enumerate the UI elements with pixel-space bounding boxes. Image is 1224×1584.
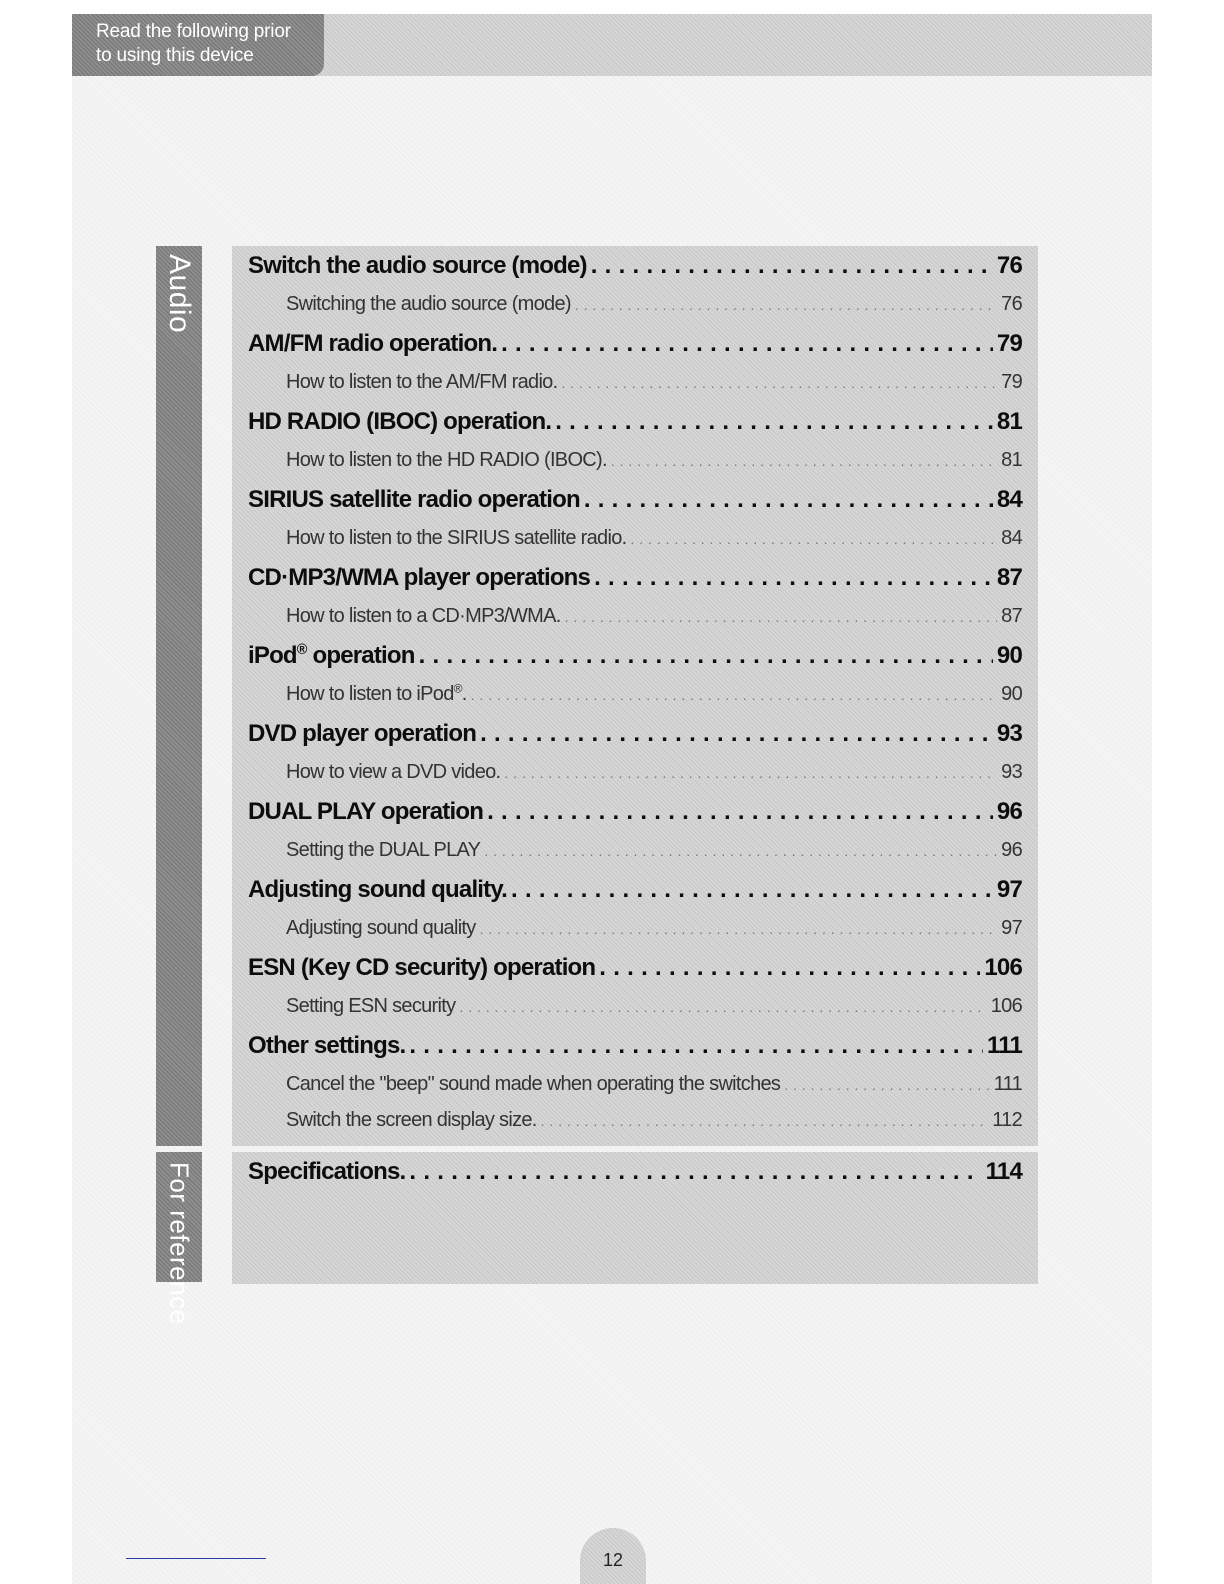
toc-subentry-page: 87 xyxy=(1001,605,1022,627)
dot-leader xyxy=(591,246,993,286)
toc-subentry[interactable] xyxy=(232,1102,1038,1138)
toc-entry[interactable] xyxy=(232,948,1038,988)
toc-subentry-title: Setting the DUAL PLAY xyxy=(286,839,481,861)
toc-entry-title: Specifications. xyxy=(248,1158,406,1185)
dot-leader xyxy=(419,636,993,676)
header-line-1: Read the following prior xyxy=(96,21,291,42)
toc-entry-page: 114 xyxy=(985,1158,1022,1185)
toc-entry-page: 97 xyxy=(996,876,1022,903)
dot-leader xyxy=(501,324,993,364)
toc-entry-title: Switch the audio source (mode) xyxy=(248,252,587,279)
dot-leader xyxy=(630,521,997,557)
dot-leader xyxy=(784,1067,989,1102)
toc-entry-title: Other settings. xyxy=(248,1032,406,1059)
toc-entry-page: 96 xyxy=(996,798,1022,825)
section-tab-reference[interactable] xyxy=(156,1152,202,1325)
toc-entry[interactable] xyxy=(232,870,1038,910)
toc-subentry-page: 84 xyxy=(1001,527,1022,549)
toc-entry-page: 84 xyxy=(996,486,1022,513)
dot-leader xyxy=(409,1026,983,1066)
toc-subentry-title: How to listen to iPod®. xyxy=(286,681,467,705)
toc-subentry-page: 96 xyxy=(1001,839,1022,861)
toc-subentry-page: 112 xyxy=(992,1109,1022,1131)
toc-entry[interactable] xyxy=(232,246,1038,286)
toc-reference-panel xyxy=(232,1152,1038,1284)
toc-entry-title: HD RADIO (IBOC) operation. xyxy=(248,408,552,435)
dot-leader xyxy=(409,1152,981,1192)
toc-subentry-title: Switch the screen display size. xyxy=(286,1109,537,1131)
toc-subentry[interactable] xyxy=(232,520,1038,558)
toc-entry-page: 76 xyxy=(996,252,1022,279)
toc-subentry-page: 79 xyxy=(1001,371,1022,393)
toc-subentry-title: How to listen to the HD RADIO (IBOC). xyxy=(286,449,607,471)
toc-entry[interactable] xyxy=(232,714,1038,754)
toc-subentry-title: How to view a DVD video. xyxy=(286,761,501,783)
toc-subentry-page: 76 xyxy=(1001,293,1022,315)
dot-leader xyxy=(594,558,993,598)
toc-subentry-title: How to listen to the AM/FM radio. xyxy=(286,371,558,393)
dot-leader xyxy=(575,287,997,323)
toc-entry-title: CD·MP3/WMA player operations xyxy=(248,564,591,591)
toc-entry-page: 106 xyxy=(984,954,1022,981)
toc-subentry[interactable] xyxy=(232,910,1038,948)
page-number: 12 xyxy=(602,1549,624,1570)
toc-entry-page: 79 xyxy=(996,330,1022,357)
dot-leader xyxy=(484,833,997,869)
toc-subentry[interactable] xyxy=(232,286,1038,324)
toc-entry-page: 90 xyxy=(996,642,1022,669)
toc-entry-page: 111 xyxy=(987,1032,1022,1059)
toc-subentry-page: 90 xyxy=(1001,683,1022,705)
toc-entry[interactable] xyxy=(232,324,1038,364)
toc-subentry[interactable] xyxy=(232,364,1038,402)
dot-leader xyxy=(599,948,980,988)
toc-entry-title: iPod® operation xyxy=(248,642,415,669)
header-line-2: to using this device xyxy=(96,45,254,66)
dot-leader xyxy=(611,443,997,479)
toc-subentry-title: Switching the audio source (mode) xyxy=(286,293,571,315)
toc-entry-page: 87 xyxy=(996,564,1022,591)
toc-entry[interactable] xyxy=(232,792,1038,832)
dot-leader xyxy=(504,755,997,791)
toc-entry[interactable] xyxy=(232,402,1038,442)
toc-subentry-page: 111 xyxy=(993,1073,1022,1095)
section-tab-audio-label: Audio xyxy=(163,254,196,334)
dot-leader xyxy=(565,599,998,635)
toc-entry[interactable] xyxy=(232,1026,1038,1066)
toc-subentry-title: How to listen to the SIRIUS satellite radio. xyxy=(286,527,627,549)
toc-entry[interactable] xyxy=(232,636,1038,676)
toc-entry-title: DVD player operation xyxy=(248,720,477,747)
toc-subentry[interactable] xyxy=(232,676,1038,714)
toc-subentry[interactable] xyxy=(232,1066,1038,1102)
toc-entry[interactable] xyxy=(232,1152,1038,1192)
toc-audio-panel xyxy=(232,246,1038,1146)
section-tab-reference-label: For reference xyxy=(164,1162,195,1325)
dot-leader xyxy=(584,480,993,520)
toc-subentry-page: 97 xyxy=(1001,917,1022,939)
toc-subentry[interactable] xyxy=(232,832,1038,870)
dot-leader xyxy=(541,1103,989,1138)
toc-subentry-title: Setting ESN security xyxy=(286,995,456,1017)
toc-entry-page: 81 xyxy=(996,408,1022,435)
dot-leader xyxy=(511,870,993,910)
dot-leader xyxy=(471,677,998,713)
dot-leader xyxy=(480,911,998,947)
toc-subentry[interactable] xyxy=(232,988,1038,1026)
toc-entry-title: AM/FM radio operation. xyxy=(248,330,498,357)
toc-entry[interactable] xyxy=(232,558,1038,598)
toc-subentry-title: How to listen to a CD·MP3/WMA. xyxy=(286,605,561,627)
toc-subentry[interactable] xyxy=(232,598,1038,636)
toc-entry[interactable] xyxy=(232,480,1038,520)
dot-leader xyxy=(487,792,993,832)
toc-subentry-page: 93 xyxy=(1001,761,1022,783)
dot-leader xyxy=(480,714,993,754)
toc-subentry-title: Cancel the "beep" sound made when operating the switches xyxy=(286,1073,781,1095)
toc-entry-title: Adjusting sound quality. xyxy=(248,876,508,903)
dot-leader xyxy=(459,989,986,1025)
toc-entry-title: ESN (Key CD security) operation xyxy=(248,954,596,981)
toc-subentry[interactable] xyxy=(232,754,1038,792)
toc-subentry-page: 106 xyxy=(990,995,1022,1017)
dot-leader xyxy=(561,365,997,401)
toc-entry-title: DUAL PLAY operation xyxy=(248,798,484,825)
toc-entry-page: 93 xyxy=(996,720,1022,747)
header-tab xyxy=(72,14,324,76)
toc-subentry-page: 81 xyxy=(1001,449,1022,471)
toc-entry-title: SIRIUS satellite radio operation xyxy=(248,486,580,513)
toc-subentry[interactable] xyxy=(232,442,1038,480)
footer-line xyxy=(126,1558,266,1559)
toc-subentry-title: Adjusting sound quality xyxy=(286,917,476,939)
section-tab-audio[interactable] xyxy=(156,246,202,1146)
dot-leader xyxy=(555,402,993,442)
